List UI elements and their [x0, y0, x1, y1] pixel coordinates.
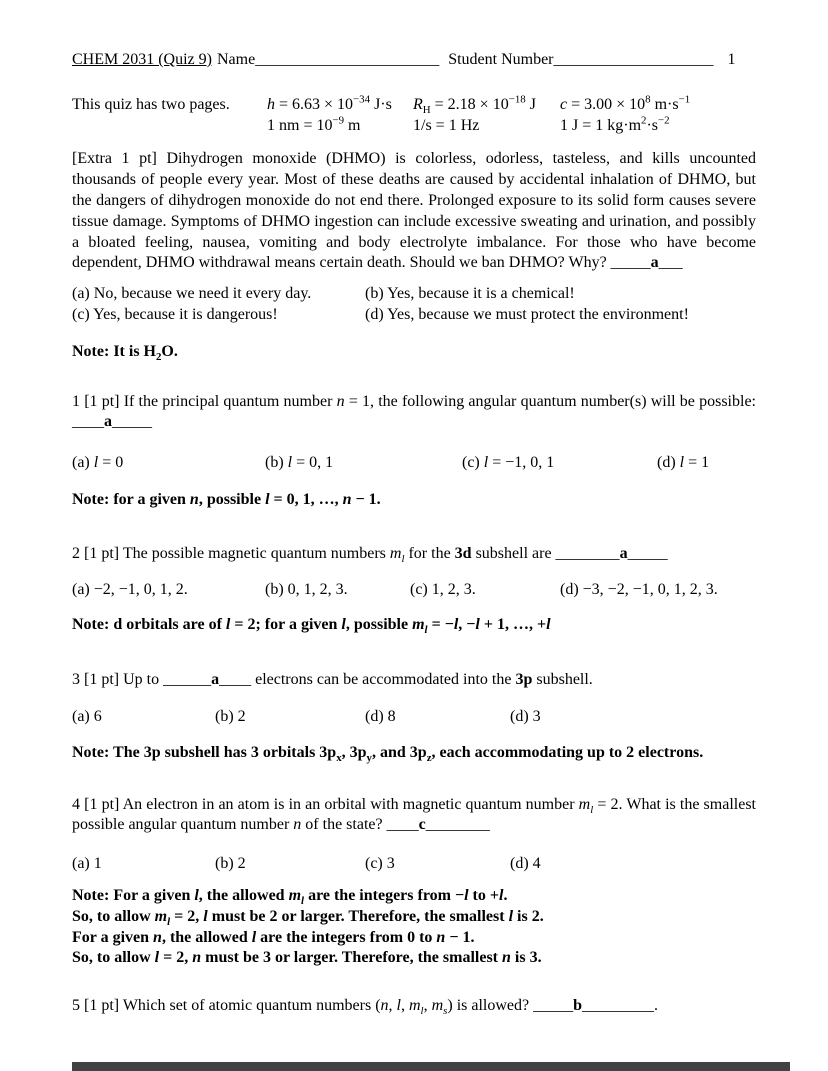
question-4-text: 4 [1 pt] An electron in an atom is in an orbital with magnetic quantum number $m_l = 2$. What is the smallest possible angular quantum number n of the state? ____c________ — [72, 795, 756, 834]
extra-option-b: (b) Yes, because it is a chemical! — [365, 285, 575, 303]
constant-rydberg: $R_H = 2.18 \times 10^{-18}$ J — [413, 93, 536, 116]
student-number-blank: ____________________ — [553, 51, 714, 68]
q4-option-c: (c) 3 — [365, 855, 395, 873]
quiz-length-note: This quiz has two pages. — [72, 95, 230, 113]
extra-option-d: (d) Yes, because we must protect the environment! — [365, 305, 689, 323]
extra-options-row-2 — [72, 305, 756, 326]
question-1-options — [72, 453, 756, 474]
q1-option-a: (a) l = 0 — [72, 454, 124, 472]
question-4-options — [72, 854, 756, 875]
question-3-text: 3 [1 pt] Up to ______a____ electrons can be accommodated into the 3p subshell. — [72, 671, 593, 689]
q3-option-a: (a) 6 — [72, 707, 102, 725]
extra-credit-answer-note: Note: It is $H_2O$. — [72, 342, 178, 363]
question-1-note: Note: for a given n, possible l = 0, 1, …, n − 1. — [72, 490, 381, 508]
q4-option-b: (b) 2 — [215, 855, 246, 873]
q3-option-c: (d) 8 — [365, 707, 396, 725]
extra-option-a: (a) No, because we need it every day. — [72, 285, 312, 303]
q4-option-a: (a) 1 — [72, 855, 102, 873]
q2-option-d: (d) −3, −2, −1, 0, 1, 2, 3. — [560, 580, 718, 598]
q4-option-d: (d) 4 — [510, 855, 541, 873]
name-blank: _______________________ — [255, 51, 440, 68]
course-title: CHEM 2031 (Quiz 9) — [72, 51, 212, 68]
question-2-text: 2 [1 pt] The possible magnetic quantum numbers $m_l$ for the 3d subshell are ________a_____ — [72, 544, 668, 565]
q3-option-d: (d) 3 — [510, 707, 541, 725]
question-4-note-line-1: Note: For a given l, the allowed $m_l$ are the integers from −l to +l. — [72, 886, 508, 908]
question-5-text: 5 [1 pt] Which set of atomic quantum numbers (n, l, $m_l$, $m_s$) is allowed? _____b_________. — [72, 997, 659, 1018]
student-number-label: Student Number — [448, 51, 554, 68]
constants-column-1 — [267, 95, 413, 137]
name-label: Name — [216, 51, 256, 68]
constant-joule: 1 J = 1 $kg\cdot m^2\cdot s^{-2}$ — [560, 114, 670, 134]
constant-planck: $h = 6.63 \times 10^{-34}$ J·s — [267, 93, 392, 113]
question-2-note: Note: d orbitals are of l = 2; for a given l, possible $m_l = -l$, −l + 1, …, +l — [72, 616, 551, 637]
constant-nanometer: 1 nm = $10^{-9}$ m — [267, 114, 361, 134]
extra-options-row-1 — [72, 284, 756, 305]
constant-hertz: 1/s = 1 Hz — [413, 116, 480, 134]
question-4-note-line-4: So, to allow l = 2, n must be 3 or larger. Therefore, the smallest n is 3. — [72, 949, 542, 967]
constants-column-3 — [560, 95, 756, 137]
question-2-options — [72, 580, 756, 601]
page-number: 1 — [727, 51, 736, 68]
question-3-note: Note: The 3p subshell has 3 orbitals $3p_x$, $3p_y$, and $3p_z$, each accommodating up to 2 electrons. — [72, 743, 704, 764]
q3-option-b: (b) 2 — [215, 707, 246, 725]
q1-option-c: (c) l = −1, 0, 1 — [462, 454, 555, 472]
constants-block — [72, 95, 756, 137]
constants-column-2 — [413, 95, 560, 137]
q1-option-d: (d) l = 1 — [657, 454, 710, 472]
q1-option-b: (b) l = 0, 1 — [265, 454, 334, 472]
constant-lightspeed: $c = 3.00 \times 10^8$ $m\cdot s^{-1}$ — [560, 93, 691, 113]
question-4-note-line-3: For a given n, the allowed l are the integers from 0 to n − 1. — [72, 928, 475, 946]
question-4-note — [72, 886, 756, 969]
page-bottom-bar — [72, 1062, 790, 1071]
extra-credit-options — [72, 284, 756, 326]
q2-option-a: (a) −2, −1, 0, 1, 2. — [72, 580, 188, 598]
q2-option-c: (c) 1, 2, 3. — [410, 580, 476, 598]
question-4-note-line-2: So, to allow $m_l = 2$, l must be 2 or larger. Therefore, the smallest l is 2. — [72, 907, 544, 928]
question-3-options — [72, 707, 756, 728]
question-1-text: 1 [1 pt] If the principal quantum number n = 1, the following angular quantum number(s) will be possible: ____a_____ — [72, 392, 756, 431]
page-header — [72, 50, 756, 71]
extra-credit-question: [Extra 1 pt] Dihydrogen monoxide (DHMO) is colorless, odorless, tasteless, and kills uncounted thousands of people every year. Most of these deaths are caused by accidental inhalation of DHMO, but the dangers of dihydrogen monoxide do not end there. Prolonged exposure to its solid form causes severe tissue damage. Symptoms of DHMO ingestion can include excessive sweating and urination, and possibly a bloated feeling, nausea, vomiting and body electrolyte imbalance. For those who have become dependent, DHMO withdrawal means certain death. Should we ban DHMO? Why? _____a___ — [72, 150, 756, 272]
extra-option-c: (c) Yes, because it is dangerous! — [72, 305, 278, 323]
q2-option-b: (b) 0, 1, 2, 3. — [265, 580, 348, 598]
